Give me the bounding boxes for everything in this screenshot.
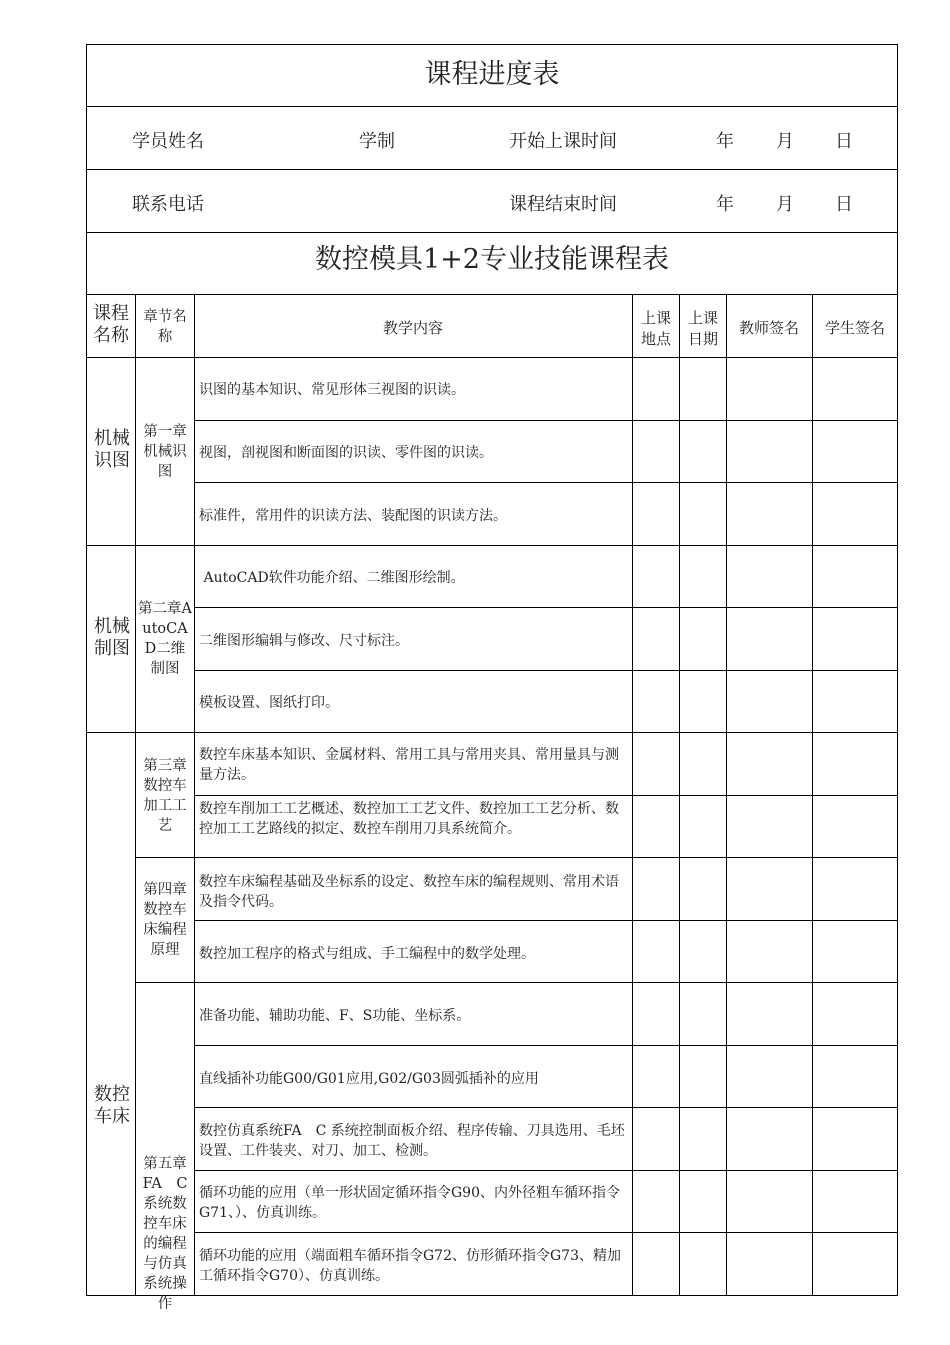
header-chapter-name: 章节名称: [143, 309, 187, 345]
row-rule: [194, 1170, 898, 1171]
content-cell: 识图的基本知识、常见形体三视图的识读。: [199, 382, 465, 398]
rule: [86, 44, 898, 45]
chapter-name-cell: 第一章机械识图: [143, 424, 187, 480]
chapter-name-cell: 第五章FA C系统数控车床的编程与仿真系统操作: [142, 1156, 188, 1312]
start-month-label: 月: [776, 131, 794, 152]
page-title: 课程进度表: [424, 59, 560, 90]
content-cell: 直线插补功能G00/G01应用,G02/G03圆弧插补的应用: [199, 1071, 539, 1087]
row-rule: [135, 982, 898, 983]
course-name-cell: 机械识图: [94, 428, 130, 471]
chapter-name-cell: 第四章数控车床编程原理: [143, 882, 187, 958]
row-rule: [194, 607, 898, 608]
chapter-name-cell: 第三章数控车加工工艺: [143, 758, 187, 834]
header-location: 上课地点: [640, 309, 671, 348]
schooling-label: 学制: [359, 131, 395, 152]
content-cell: 视图，剖视图和断面图的识读、零件图的识读。: [199, 445, 493, 461]
row-rule: [194, 670, 898, 671]
course-name-cell: 机械制图: [94, 616, 130, 659]
row-rule: [194, 920, 898, 921]
content-cell: 标准件，常用件的识读方法、装配图的识读方法。: [199, 508, 507, 524]
row-rule: [86, 545, 898, 546]
row-rule: [135, 857, 898, 858]
header-date: 上课日期: [687, 309, 718, 348]
col-rule: [135, 294, 136, 1296]
content-cell: 数控仿真系统FA C 系统控制面板介绍、程序传输、刀具选用、毛坯设置、工件装夹、对刀、加工、检测。: [199, 1123, 625, 1159]
header-teacher-sign: 教师签名: [738, 319, 799, 337]
end-time-label: 课程结束时间: [509, 194, 617, 215]
rule: [86, 357, 898, 358]
row-rule: [194, 1107, 898, 1108]
content-cell: 循环功能的应用（单一形状固定循环指令G90、内外径粗车循环指令G71、）、仿真训练。: [199, 1185, 620, 1221]
header-content: 教学内容: [382, 319, 443, 337]
content-cell: 数控车削加工工艺概述、数控加工工艺文件、数控加工工艺分析、数控加工工艺路线的拟定、数控车削用刀具系统简介。: [199, 801, 619, 837]
content-cell: 模板设置、图纸打印。: [199, 695, 339, 711]
start-year-label: 年: [716, 131, 734, 152]
rule: [86, 106, 898, 107]
row-rule: [86, 1295, 898, 1296]
row-rule: [194, 482, 898, 483]
start-time-label: 开始上课时间: [509, 131, 617, 152]
end-day-label: 日: [835, 194, 853, 215]
row-rule: [194, 420, 898, 421]
end-month-label: 月: [776, 194, 794, 215]
course-name-cell: 数控车床: [94, 1084, 130, 1127]
content-cell: 数控车床编程基础及坐标系的设定、数控车床的编程规则、常用术语及指令代码。: [199, 874, 619, 910]
start-day-label: 日: [835, 131, 853, 152]
header-course-name: 课程名称: [93, 303, 129, 346]
content-cell: 二维图形编辑与修改、尺寸标注。: [199, 633, 409, 649]
row-rule: [194, 1232, 898, 1233]
content-cell: 数控加工程序的格式与组成、手工编程中的数学处理。: [199, 946, 535, 962]
rule: [86, 294, 898, 295]
student-name-label: 学员姓名: [132, 131, 204, 152]
content-cell: 循环功能的应用（端面粗车循环指令G72、仿形循环指令G73、精加工循环指令G70）、仿真训练。: [199, 1248, 621, 1284]
phone-label: 联系电话: [132, 194, 204, 215]
row-rule: [194, 795, 898, 796]
chapter-name-cell: 第二章AutoCAD二维制图: [138, 601, 192, 677]
content-cell: 数控车床基本知识、金属材料、常用工具与常用夹具、常用量具与测量方法。: [199, 747, 619, 783]
row-rule: [86, 732, 898, 733]
end-year-label: 年: [716, 194, 734, 215]
rule: [86, 232, 898, 233]
row-rule: [194, 1045, 898, 1046]
content-cell: 准备功能、辅助功能、F、S功能、坐标系。: [199, 1008, 471, 1024]
rule: [86, 169, 898, 170]
content-cell: AutoCAD软件功能介绍、二维图形绘制。: [199, 570, 465, 586]
schedule-title: 数控模具1+2专业技能课程表: [315, 244, 669, 275]
header-student-sign: 学生签名: [824, 319, 885, 337]
